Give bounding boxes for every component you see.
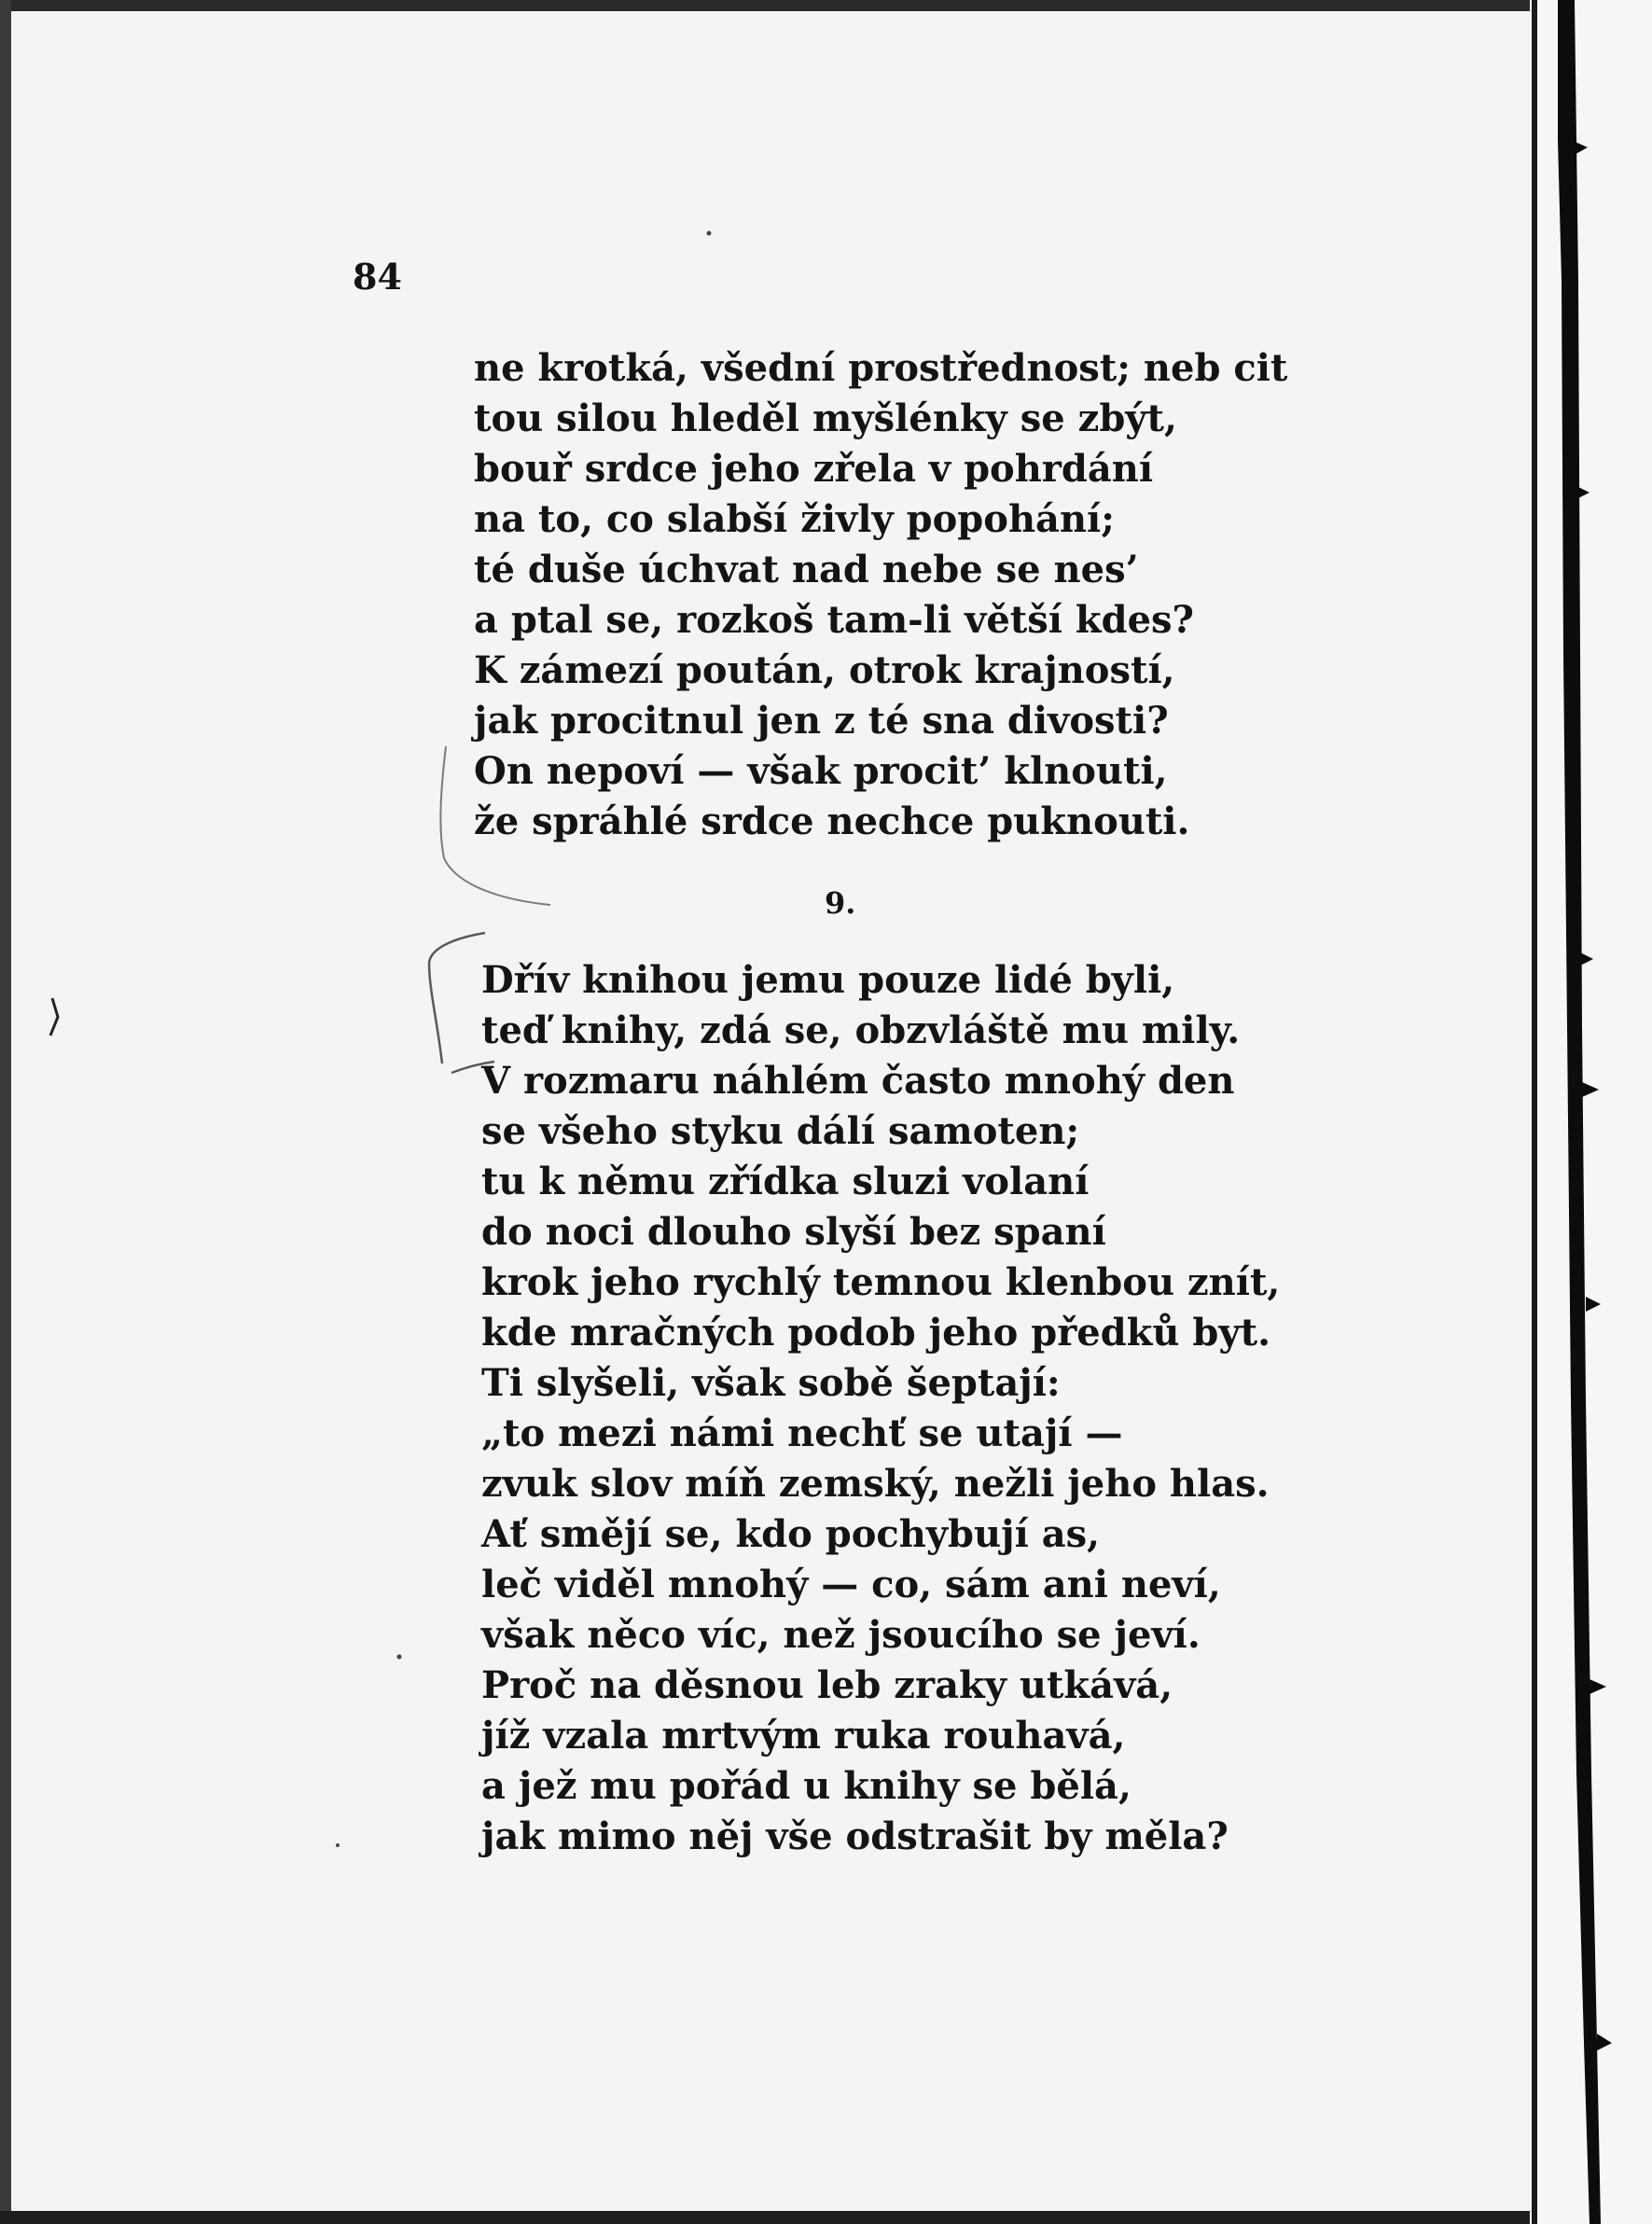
poem-line: jíž vzala mrtvým ruka rouhavá, — [481, 1714, 1126, 1758]
poem-line: ne krotká, všední prostřednost; neb cit — [474, 346, 1288, 390]
poem-line: se všeho styku dálí samoten; — [481, 1109, 1080, 1153]
poem-line: Ať smějí se, kdo pochybují as, — [481, 1512, 1101, 1556]
poem-stanza-2 — [481, 955, 1280, 1862]
poem-line: že spráhlé srdce nechce puknouti. — [474, 799, 1190, 843]
poem-line: krok jeho rychlý temnou klenbou znít, — [481, 1260, 1281, 1304]
poem-line: kde mračných podob jeho předků byt. — [481, 1311, 1271, 1355]
poem-line: tu k němu zřídka sluzi volaní — [481, 1160, 1090, 1203]
poem-line: Dřív knihou jemu pouze lidé byli, — [481, 958, 1175, 1002]
book-binding-edge — [1530, 0, 1652, 2224]
poem-line: leč viděl mnohý — co, sám ani neví, — [481, 1563, 1221, 1606]
poem-line: tou silou hleděl myšlénky se zbýt, — [474, 396, 1177, 440]
section-number: 9. — [825, 885, 856, 921]
poem-line: na to, co slabší živly popohání; — [474, 497, 1115, 541]
poem-line: do noci dlouho slyší bez spaní — [481, 1210, 1106, 1254]
poem-line: jak mimo něj vše odstrašit by měla? — [481, 1814, 1229, 1858]
page-number: 84 — [353, 256, 402, 298]
poem-line: „to mezi námi nechť se utají — — [481, 1411, 1123, 1455]
poem-line: On nepoví — však procit’ klnouti, — [474, 749, 1168, 793]
poem-line: bouř srdce jeho zřela v pohrdání — [474, 447, 1154, 491]
poem-line: Ti slyšeli, však sobě šeptají: — [481, 1361, 1061, 1405]
scan-border-bottom — [0, 2211, 1652, 2224]
scan-border-left — [0, 0, 11, 2224]
poem-line: teď knihy, zdá se, obzvláště mu mily. — [481, 1008, 1241, 1052]
poem-line: Proč na děsnou leb zraky utkává, — [481, 1663, 1173, 1707]
poem-line: K zámezí poután, otrok krajností, — [474, 648, 1175, 692]
poem-line: zvuk slov míň zemský, nežli jeho hlas. — [481, 1462, 1270, 1506]
poem-line: té duše úchvat nad nebe se nes’ — [474, 548, 1139, 591]
scan-border-top — [0, 0, 1548, 11]
poem-line: V rozmaru náhlém často mnohý den — [481, 1059, 1235, 1103]
poem-line: a jež mu pořád u knihy se bělá, — [481, 1764, 1131, 1808]
poem-line: a ptal se, rozkoš tam-li větší kdes? — [474, 598, 1194, 642]
poem-stanza-1 — [474, 343, 1287, 847]
poem-line: jak procitnul jen z té sna divosti? — [474, 699, 1169, 743]
poem-line: však něco víc, než jsoucího se jeví. — [481, 1613, 1201, 1657]
